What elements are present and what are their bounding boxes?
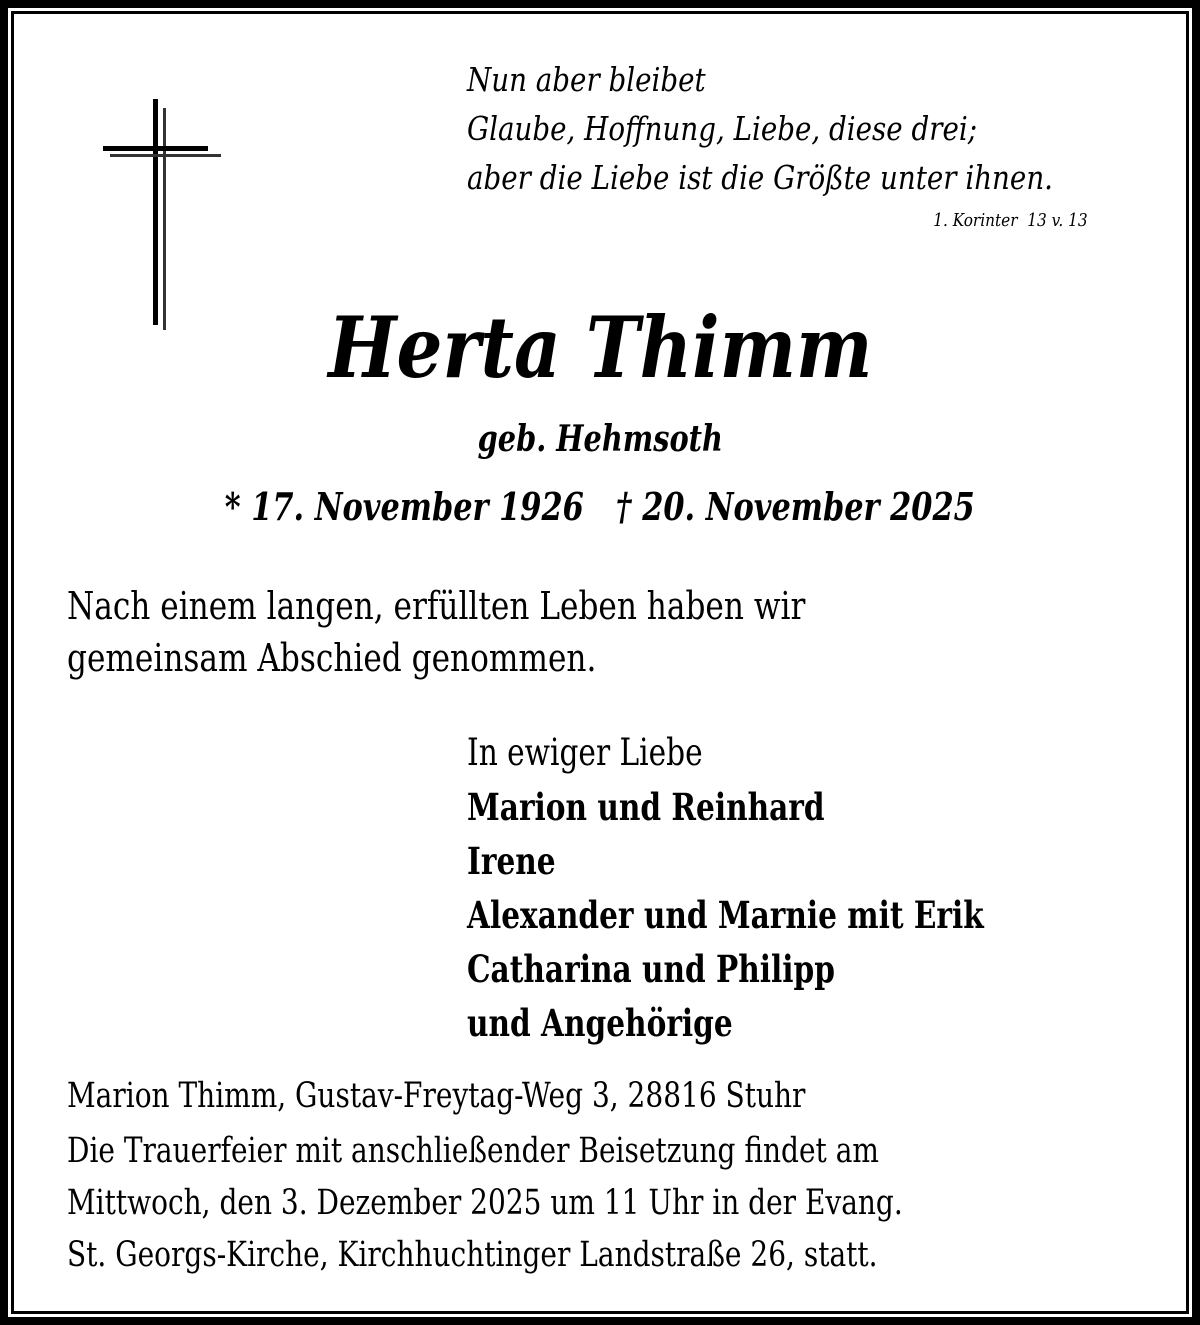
deceased-name [0,298,1200,398]
mourner-name: Irene [467,839,556,883]
verse-line: Nun aber bleibet [467,60,706,99]
message-line: Nach einem langen, erfüllten Leben haben wir [67,584,806,628]
maiden-name-text: geb. Hehmsoth [477,418,723,460]
mourner-name: Marion und Reinhard [467,785,825,829]
verse-reference-text: 1. Korinter 13 v. 13 [933,210,1088,231]
mourners-list [467,726,1113,1050]
bible-verse [467,55,1165,202]
mourners-intro: In ewiger Liebe [467,731,703,774]
life-dates [0,482,1200,532]
deceased-name-text: Herta Thimm [327,298,873,397]
address-text: Marion Thimm, Gustav-Freytag-Weg 3, 28816 Stuhr [67,1076,806,1116]
verse-line: Glaube, Hoffnung, Liebe, diese drei; [467,109,978,148]
birth-symbol: * [224,484,241,529]
ceremony-line: Mittwoch, den 3. Dezember 2025 um 11 Uhr in der Evang. [67,1183,903,1223]
birth-date: 17. November 1926 [251,484,585,529]
mourner-name: Alexander und Marnie mit Erik [467,893,984,937]
ceremony-info [67,1125,1112,1281]
ceremony-line: Die Trauerfeier mit anschließender Beisetzung findet am [67,1131,879,1171]
death-symbol-icon: † [616,484,632,529]
verse-line: aber die Liebe ist die Größte unter ihnen. [467,158,1053,197]
verse-reference [0,210,1088,231]
ceremony-line: St. Georgs-Kirche, Kirchhuchtinger Landstraße 26, statt. [67,1235,878,1275]
death-date: 20. November 2025 [642,484,976,529]
mourner-name: Catharina und Philipp [467,947,835,991]
contact-address [67,1072,990,1120]
farewell-message [67,580,967,684]
message-line: gemeinsam Abschied genommen. [67,636,597,680]
maiden-name [0,415,1200,463]
mourner-name: und Angehörige [467,1001,733,1045]
